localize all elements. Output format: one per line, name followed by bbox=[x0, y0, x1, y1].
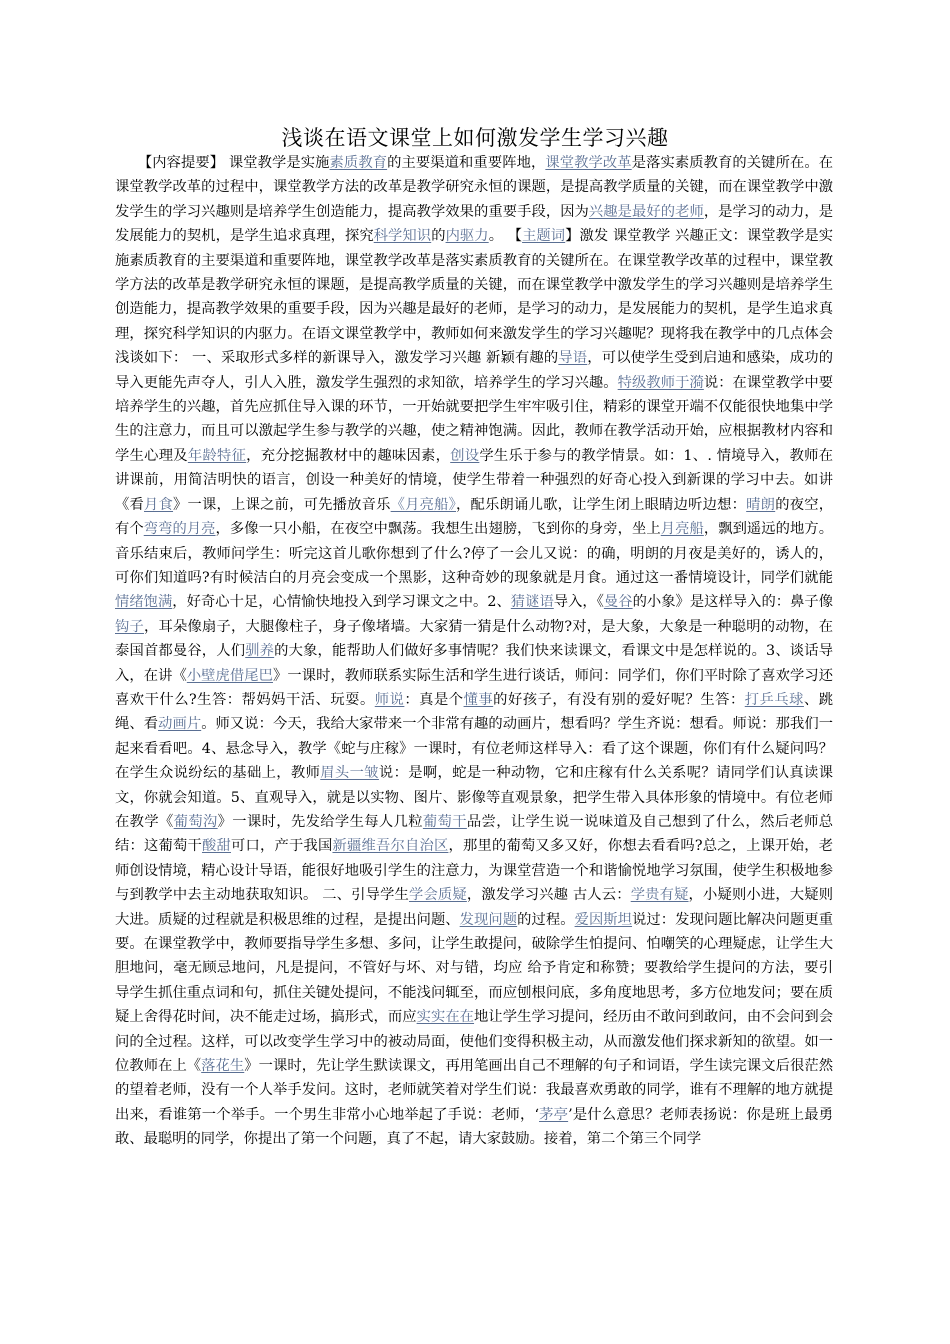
keyword-link[interactable]: 月食 bbox=[144, 496, 174, 513]
body-text-run: 学生乐于参与的教学情景。如：1、. 情境导入，教师在讲课前，用简洁明快的语言，创设一种美好的情境，使学生带着一种强烈的好奇心投入到新课的学习中去。如讲《看 bbox=[115, 447, 834, 513]
body-text-run: 的大象，能帮助人们做好多事情呢？我们快来读课文，看课文中是怎样说的。3、谈话导入，在讲《 bbox=[115, 643, 834, 684]
keyword-link[interactable]: 年龄特征 bbox=[187, 447, 247, 464]
body-text-run: 说：是啊，蛇是一种动物，它和庄稼有什么关系呢？请同学们认真读课文，你就会知道。5、直观导入，就是以实物、图片、影像等直观景象，把学生带入具体形象的情境中。有位老师在教学《 bbox=[115, 765, 834, 830]
body-text-run: ，充分挖掘教材中的趣味因素， bbox=[246, 447, 451, 464]
body-text-run: 【内容提要】 课堂教学是实施 bbox=[137, 155, 330, 171]
body-text-run: 》一课时，先发给学生每人几粒 bbox=[217, 813, 423, 830]
keyword-link[interactable]: 发现问题 bbox=[459, 911, 518, 928]
body-text-run: 的 bbox=[431, 228, 446, 245]
keyword-link[interactable]: 曼谷 bbox=[603, 594, 633, 611]
keyword-link[interactable]: 学会质疑 bbox=[409, 887, 467, 904]
body-text-run: ，小疑则小进，大疑则大进。质疑的过程就是积极思维的过程，是提出问题、 bbox=[115, 887, 834, 928]
keyword-link[interactable]: 课堂教学改革 bbox=[545, 155, 632, 171]
keyword-link[interactable]: 特级教师于漪 bbox=[617, 374, 704, 391]
body-text-run: 导入，《 bbox=[553, 594, 604, 611]
body-text-run: 可口，产于我国 bbox=[230, 838, 333, 855]
keyword-link[interactable]: 钩子 bbox=[115, 618, 144, 635]
keyword-link[interactable]: 葡萄沟 bbox=[173, 813, 218, 830]
keyword-link[interactable]: 驯养 bbox=[245, 643, 275, 660]
keyword-link[interactable]: 实实在在 bbox=[416, 1009, 475, 1026]
document-body bbox=[115, 151, 833, 1152]
keyword-link[interactable]: 晴朗 bbox=[746, 496, 776, 513]
keyword-link[interactable]: 内驱力 bbox=[445, 228, 489, 245]
keyword-link[interactable]: 《月亮船》 bbox=[390, 496, 457, 513]
keyword-link[interactable]: 导语 bbox=[558, 350, 588, 367]
body-text-run: 是落实素质教育的关键所在。在课堂教学改革的过程中，课堂教学方法的改革是教学研究永恒的课题，是提高教学质量的关键，而在课堂教学中激发学生的学习兴趣则是培养学生创造能力，提高教学效果的重要手段，因为 bbox=[115, 155, 834, 220]
body-text-run: 的夜空，有个 bbox=[115, 496, 834, 538]
keyword-link[interactable]: 创设 bbox=[450, 447, 480, 464]
keyword-link[interactable]: 猜谜语 bbox=[510, 594, 554, 611]
keyword-link[interactable]: 素质教育 bbox=[329, 155, 388, 171]
body-text-run: ：真是个 bbox=[404, 691, 464, 708]
body-text-run: ，那里的葡萄又多又好，你想去看看吗?总之，上课开始，老师创设情境，精心设计导语，能很好地吸引学生的注意力，为课堂营造一个和谐愉悦地学习氛围，使学生积极地参与到教学中去主动地获取知识。 二、引导学生 bbox=[115, 838, 834, 904]
keyword-link[interactable]: 打乒乓球 bbox=[744, 691, 804, 708]
keyword-link[interactable]: 动画片 bbox=[158, 716, 202, 733]
body-text-run: 》一课时，教师联系实际生活和学生进行谈话，师问：同学们，你们平时除了喜欢学习还喜欢干什么?生答：帮妈妈干活、玩耍。 bbox=[115, 667, 834, 708]
keyword-link[interactable]: 弯弯的月亮 bbox=[143, 521, 216, 538]
body-text-run: ，多像一只小船，在夜空中飘荡。我想生出翅膀，飞到你的身旁，坐上 bbox=[215, 521, 661, 538]
body-text-run: ’是什么意思？老师表扬说：你是班上最勇敢、最聪明的同学，你提出了第一个问题，真了不起，请大家鼓励。接着，第二个第三个同学 bbox=[115, 1106, 834, 1148]
keyword-link[interactable]: 落花生 bbox=[201, 1058, 245, 1075]
keyword-link[interactable]: 葡萄干 bbox=[422, 813, 467, 830]
keyword-link[interactable]: 眉头一皱 bbox=[320, 765, 379, 782]
keyword-link[interactable]: 学贵有疑 bbox=[630, 887, 689, 904]
body-text-run: ，飘到遥远的地方。音乐结束后，教师问学生：听完这首儿歌你想到了什么?停了一会儿又说：的确，明朗的月夜是美好的，诱人的，可你们知道吗?有时候洁白的月亮会变成一个黑影，这种奇妙的现象就是月食。通过这一番情境设计，同学们就能 bbox=[115, 521, 834, 586]
keyword-link[interactable]: 兴趣是最好的老师 bbox=[588, 203, 704, 220]
body-text-run: ，是学习的动力，是发展能力的契机，是学生追求真理，探究 bbox=[115, 203, 833, 245]
keyword-link[interactable]: 情绪饱满 bbox=[115, 594, 173, 611]
keyword-link[interactable]: 懂事 bbox=[463, 691, 494, 708]
body-text-run: 的主要渠道和重要阵地， bbox=[387, 155, 546, 171]
body-text-run: 》一课，上课之前，可先播放音乐 bbox=[173, 496, 391, 513]
body-text-run: ，激发学习兴趣 古人云： bbox=[466, 887, 631, 904]
body-text-run: ，耳朵像扇子，大腿像柱子，身子像堵墙。大家猜一猜是什么动物?对，是大象，大象是一种聪明的动物，在泰国首都曼谷，人们 bbox=[115, 618, 833, 660]
body-text-run: 】激发 课堂教学 兴趣正文：课堂教学是实施素质教育的主要渠道和重要阵地，课堂教学改革是落实素质教育的关键所在。在课堂教学改革的过程中，课堂教学方法的改革是教学研究永恒的课题，是提高教学质量的关键，而在课堂教学中激发学生的学习兴趣则是培养学生创造能力，提高教学效果的重要手段，因为兴趣是最好的老师，是学习的动力，是发展能力的契机，是学生追求真理，探究科学知识的内驱力。在语文课堂教学中，教师如何来激发学生的学习兴趣呢？现将我在教学中的几点体会浅谈如下： 一、采取形式多样的新课导入，激发学习兴趣 新颖有趣的 bbox=[115, 228, 834, 367]
keyword-link[interactable]: 爱因斯坦 bbox=[574, 911, 633, 928]
keyword-link[interactable]: 小壁虎借尾巴 bbox=[186, 667, 273, 684]
body-text-run: 的过程。 bbox=[517, 911, 575, 928]
keyword-link[interactable]: 科学知识 bbox=[373, 228, 432, 245]
keyword-link[interactable]: 新疆维吾尔自治区 bbox=[332, 838, 449, 855]
keyword-link[interactable]: 师说 bbox=[374, 691, 405, 708]
body-text-run: 地让学生学习提问，经历由不敢问到敢问，由不会问到会问的全过程。这样，可以改变学生学习中的被动局面，使他们变得积极主动，从而激发他们探求新知的欲望。如一位教师在上《 bbox=[115, 1009, 834, 1075]
body-text-run: 、跳绳、看 bbox=[115, 691, 834, 733]
body-text-run: 说过：发现问题比解决问题更重要。在课堂教学中，教师要指导学生多想、多问，让学生敢提问，破除学生怕提问、怕嘲笑的心理疑虑，让学生大胆地问，毫无顾忌地问，凡是提问，不管好与坏、对与错，均应 给予肯定和称赞；要教给学生提问的方法，要引导学生抓住重点词和句，抓住关键处提问，不能浅问辄至，而应刨根问底，多角度地思考，多方位地发问；要在质疑上舍得花时间，决不能走过场，搞形式，而应 bbox=[115, 911, 834, 1026]
body-text-run: 品尝，让学生说一说味道及自己想到了什么，然后老师总结：这葡萄干 bbox=[115, 813, 834, 855]
keyword-link[interactable]: 茅亭 bbox=[539, 1106, 569, 1123]
body-text-run: 。 【 bbox=[488, 228, 523, 245]
body-text-run: ，配乐朗诵儿歌，让学生闭上眼睛边听边想： bbox=[456, 496, 747, 513]
body-text-run: 的好孩子，有没有别的爱好呢？生答： bbox=[493, 691, 745, 708]
body-text-run: 说：在课堂教学中要培养学生的兴趣，首先应抓住导入课的环节，一开始就要把学生牢牢吸引住，精彩的课堂开端不仅能很快地集中学生的注意力，而且可以激起学生参与教学的兴趣，使之精神饱满。因此，教师在教学活动开始，应根据教材内容和学生心理及 bbox=[115, 374, 834, 464]
keyword-link[interactable]: 月亮船 bbox=[660, 521, 704, 538]
body-text-run: 。师又说：今天，我给大家带来一个非常有趣的动画片，想看吗？学生齐说：想看。师说：那我们一起来看看吧。4、悬念导入，教学《蛇与庄稼》一课时，有位老师这样导入：看了这个课题，你们有什么疑问吗？在学生众说纷纭的基础上，教师 bbox=[115, 716, 834, 782]
body-text-run: ，好奇心十足，心情愉快地投入到学习课文之中。2、 bbox=[172, 594, 511, 611]
body-text-run: 的小象》是这样导入的：鼻子像 bbox=[632, 594, 834, 611]
keyword-link[interactable]: 酸甜 bbox=[201, 838, 231, 855]
keyword-link[interactable]: 主题词 bbox=[522, 228, 566, 245]
document-title: 浅谈在语文课堂上如何激发学生学习兴趣 bbox=[281, 126, 669, 150]
body-text-run: 》一课时，先让学生默读课文，再用笔画出自己不理解的句子和词语，学生读完课文后很茫然的望着老师，没有一个人举手发问。这时，老师就笑着对学生们说：我最喜欢勇敢的同学，谁有不理解的地方就提出来，看谁第一个举手。一个男生非常小心地举起了手说：老师，‘ bbox=[115, 1058, 834, 1123]
body-text-run: ，可以使学生受到启迪和感染，成功的导入更能先声夺人，引人入胜，激发学生强烈的求知欲，培养学生的学习兴趣。 bbox=[115, 350, 834, 391]
